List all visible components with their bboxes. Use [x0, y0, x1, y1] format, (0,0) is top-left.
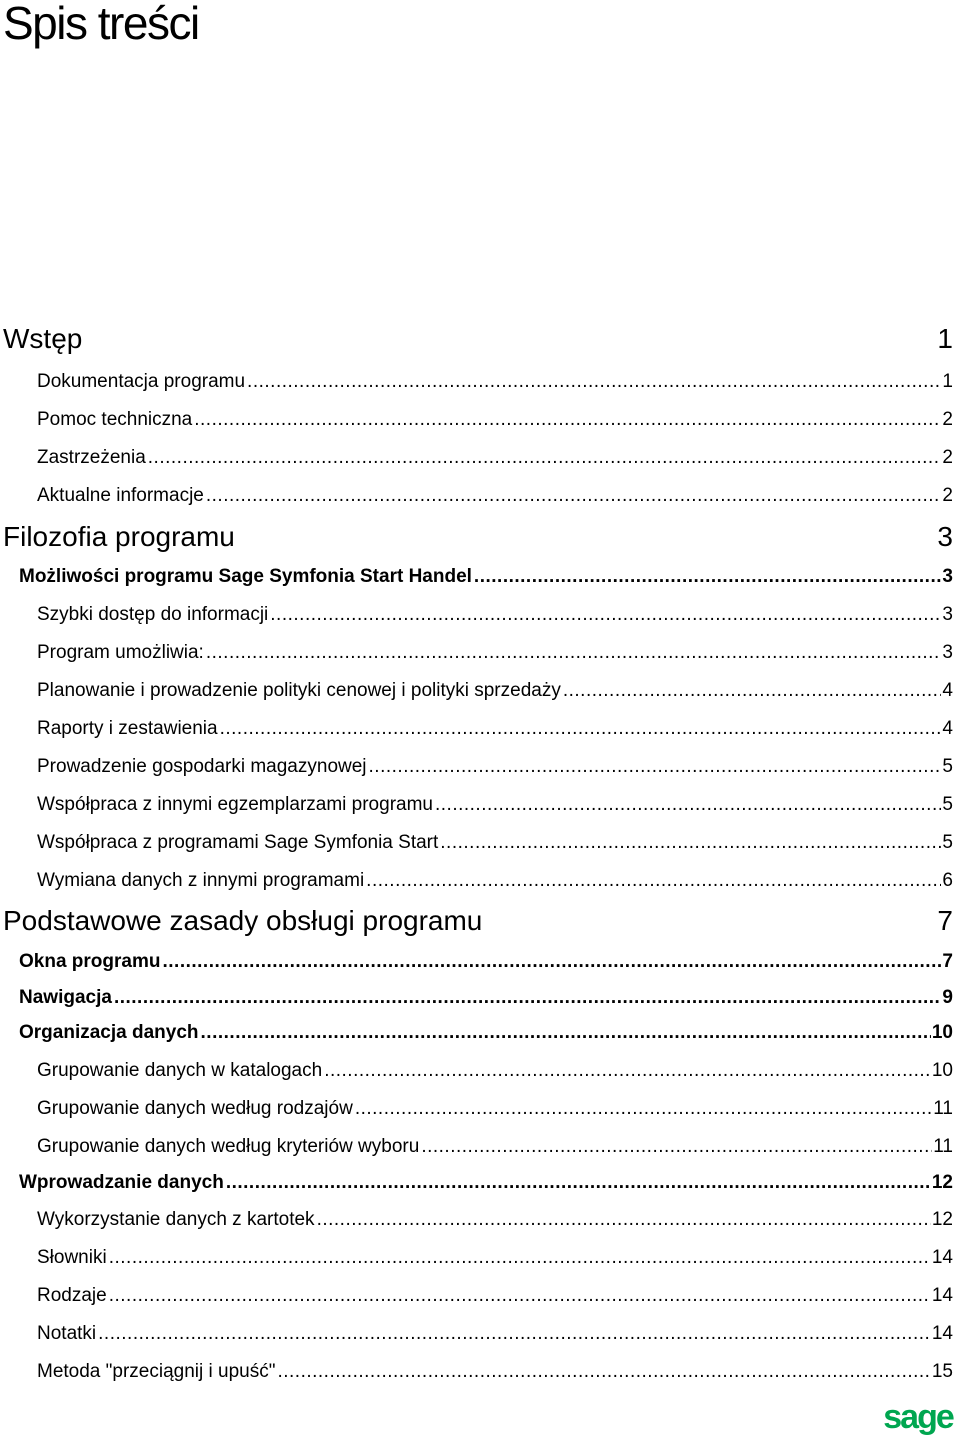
toc-section[interactable] [19, 1021, 953, 1045]
toc-entry-page: 10 [931, 1060, 953, 1081]
toc-entry[interactable] [37, 717, 953, 741]
toc-chapter-title: Filozofia programu [3, 521, 235, 552]
dot-leader [366, 869, 941, 893]
toc-entry-title: Prowadzenie gospodarki magazynowej [37, 756, 367, 777]
toc-entry-title: Zastrzeżenia [37, 447, 146, 468]
toc-entry[interactable] [37, 1135, 953, 1159]
dot-leader [98, 1322, 931, 1346]
toc-entry-page: 2 [942, 447, 953, 468]
dot-leader [474, 565, 942, 589]
toc-entry-title: Współpraca z programami Sage Symfonia Start [37, 832, 439, 853]
toc-section-page: 12 [931, 1172, 953, 1193]
toc-chapter-page: 7 [937, 905, 953, 936]
toc-entry[interactable] [37, 793, 953, 817]
toc-section-title: Organizacja danych [19, 1022, 199, 1043]
toc-entry-title: Grupowanie danych według kryteriów wyboru [37, 1136, 420, 1157]
toc-entry-title: Notatki [37, 1323, 97, 1344]
toc-entry-page: 1 [942, 371, 953, 392]
toc-entry[interactable] [37, 603, 953, 627]
dot-leader [220, 717, 942, 741]
toc-entry[interactable] [37, 1360, 953, 1384]
sage-logo-text: sage [883, 1401, 953, 1436]
toc-entry-title: Współpraca z innymi egzemplarzami programu [37, 794, 433, 815]
toc-entry-page: 3 [942, 642, 953, 663]
dot-leader [317, 1208, 931, 1232]
toc-entry-page: 15 [931, 1361, 953, 1382]
toc-chapter-page: 1 [937, 323, 953, 354]
dot-leader [355, 1097, 932, 1121]
dot-leader [563, 679, 942, 703]
toc-section-page: 7 [942, 951, 953, 972]
toc-entry[interactable] [37, 1097, 953, 1121]
toc-entry-page: 3 [942, 604, 953, 625]
toc-section-page: 10 [931, 1022, 953, 1043]
dot-leader [206, 484, 942, 508]
toc-section-page: 9 [942, 987, 953, 1008]
toc-entry[interactable] [37, 641, 953, 665]
dot-leader [109, 1246, 931, 1270]
dot-leader [201, 1021, 931, 1045]
toc-entry-page: 5 [942, 756, 953, 777]
toc-entry[interactable] [37, 484, 953, 508]
toc-entry-page: 5 [942, 794, 953, 815]
dot-leader [194, 408, 941, 432]
dot-leader [324, 1059, 931, 1083]
toc-entry-title: Dokumentacja programu [37, 371, 246, 392]
dot-leader [435, 793, 941, 817]
toc-section[interactable] [19, 986, 953, 1010]
toc-entry-page: 14 [931, 1247, 953, 1268]
toc-entry[interactable] [37, 831, 953, 855]
toc-entry-page: 14 [931, 1285, 953, 1306]
toc-entry[interactable] [37, 370, 953, 394]
toc-entry[interactable] [37, 408, 953, 432]
dot-leader [421, 1135, 932, 1159]
dot-leader [114, 986, 941, 1010]
dot-leader [440, 831, 941, 855]
toc-entry-title: Szybki dostęp do informacji [37, 604, 269, 625]
toc-entry[interactable] [37, 446, 953, 470]
dot-leader [109, 1284, 931, 1308]
toc-entry[interactable] [37, 679, 953, 703]
toc-entry[interactable] [37, 1284, 953, 1308]
toc-entry-page: 2 [942, 409, 953, 430]
toc-entry-page: 4 [942, 680, 953, 701]
dot-leader [247, 370, 941, 394]
toc-entry[interactable] [37, 1322, 953, 1346]
toc-chapter[interactable] [3, 520, 953, 554]
toc-entry-title: Grupowanie danych według rodzajów [37, 1098, 353, 1119]
toc-entry-page: 4 [942, 718, 953, 739]
dot-leader [270, 603, 941, 627]
toc-entry-title: Pomoc techniczna [37, 409, 193, 430]
toc-entry-page: 6 [942, 870, 953, 891]
toc-section-title: Okna programu [19, 951, 161, 972]
page-title: Spis treści [3, 0, 199, 49]
toc-section-page: 3 [942, 566, 953, 587]
toc-entry-title: Słowniki [37, 1247, 107, 1268]
toc-entry-title: Metoda "przeciągnij i upuść" [37, 1361, 276, 1382]
toc-entry-page: 2 [942, 485, 953, 506]
toc-entry-title: Raporty i zestawienia [37, 718, 218, 739]
toc-entry-page: 12 [931, 1209, 953, 1230]
toc-entry-title: Program umożliwia: [37, 642, 204, 663]
toc-section-title: Wprowadzanie danych [19, 1172, 224, 1193]
dot-leader [369, 755, 942, 779]
dot-leader [148, 446, 942, 470]
toc-section[interactable] [19, 565, 953, 589]
toc-chapter[interactable] [3, 322, 953, 356]
toc-entry-page: 14 [931, 1323, 953, 1344]
toc-section[interactable] [19, 950, 953, 974]
toc-entry-title: Wymiana danych z innymi programami [37, 870, 365, 891]
toc-entry[interactable] [37, 1246, 953, 1270]
toc-entry-title: Rodzaje [37, 1285, 107, 1306]
toc-chapter-title: Wstęp [3, 323, 83, 354]
toc-chapter-title: Podstawowe zasady obsługi programu [3, 905, 483, 936]
toc-section[interactable] [19, 1171, 953, 1195]
dot-leader [206, 641, 942, 665]
toc-chapter-page: 3 [937, 521, 953, 552]
toc-chapter[interactable] [3, 904, 953, 938]
toc-entry-title: Wykorzystanie danych z kartotek [37, 1209, 315, 1230]
toc-entry[interactable] [37, 755, 953, 779]
toc-entry-title: Aktualne informacje [37, 485, 204, 506]
toc-entry[interactable] [37, 1208, 953, 1232]
dot-leader [226, 1171, 931, 1195]
toc-entry-title: Grupowanie danych w katalogach [37, 1060, 323, 1081]
toc-entry[interactable] [37, 869, 953, 893]
dot-leader [162, 950, 941, 974]
toc-section-title: Możliwości programu Sage Symfonia Start Handel [19, 566, 472, 587]
toc-entry-page: 11 [933, 1098, 953, 1119]
sage-logo [880, 1401, 956, 1441]
sage-logo-graphic [880, 1401, 956, 1441]
toc-entry-page: 11 [933, 1136, 953, 1157]
toc-entry-page: 5 [942, 832, 953, 853]
dot-leader [277, 1360, 930, 1384]
toc-entry[interactable] [37, 1059, 953, 1083]
toc-entry-title: Planowanie i prowadzenie polityki cenowej i polityki sprzedaży [37, 680, 561, 701]
toc-section-title: Nawigacja [19, 987, 112, 1008]
